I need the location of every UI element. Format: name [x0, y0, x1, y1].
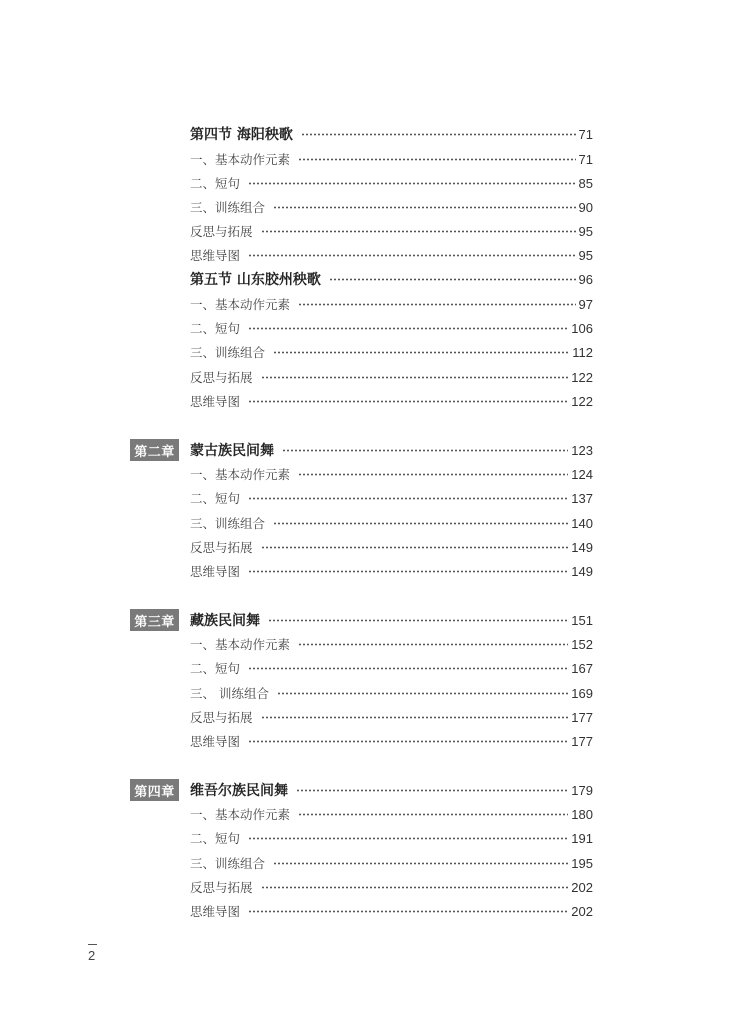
dot-leader: [277, 692, 568, 695]
toc-entry[interactable]: [190, 802, 593, 826]
dot-leader: [298, 473, 568, 476]
toc-entry[interactable]: [190, 705, 593, 729]
entry-label: 二、短句: [190, 491, 241, 506]
dot-leader: [301, 133, 576, 136]
page-number: 112: [572, 344, 593, 360]
entry-label: 三、训练组合: [190, 856, 266, 871]
dot-leader: [298, 643, 568, 646]
entry-label: 一、基本动作元素: [190, 467, 291, 482]
page-number: 195: [571, 855, 593, 871]
toc-chapter-heading[interactable]: [190, 438, 593, 462]
toc-entry[interactable]: [190, 511, 593, 535]
page-number: 106: [571, 320, 593, 336]
page-number: 169: [571, 685, 593, 701]
toc-entry[interactable]: [190, 729, 593, 753]
dot-leader: [298, 813, 568, 816]
toc-entry[interactable]: [190, 340, 593, 364]
chapter-badge: 第二章: [130, 439, 179, 461]
dot-leader: [248, 667, 568, 670]
dot-leader: [261, 716, 569, 719]
entry-label: 一、基本动作元素: [190, 637, 291, 652]
entry-label: 三、 训练组合: [190, 686, 269, 701]
dot-leader: [248, 740, 568, 743]
dot-leader: [261, 230, 576, 233]
page-number: 179: [571, 782, 593, 798]
chapter-title: 藏族民间舞: [190, 613, 260, 629]
page-number: 140: [571, 515, 593, 531]
toc-entry[interactable]: [190, 195, 593, 219]
page-number: 191: [571, 830, 593, 846]
chapter-title: 蒙古族民间舞: [190, 443, 274, 459]
entry-label: 思维导图: [190, 394, 241, 409]
section-title: 第五节 山东胶州秧歌: [190, 272, 321, 288]
dot-leader: [268, 619, 568, 622]
section-title: 第四节 海阳秧歌: [190, 127, 293, 143]
entry-label: 思维导图: [190, 248, 241, 263]
toc-chapter-heading[interactable]: [190, 778, 593, 802]
folio-rule: [88, 944, 97, 945]
dot-leader: [248, 837, 568, 840]
entry-label: 三、训练组合: [190, 345, 266, 360]
dot-leader: [248, 400, 568, 403]
toc-entry[interactable]: [190, 681, 593, 705]
dot-leader: [298, 158, 576, 161]
entry-label: 反思与拓展: [190, 880, 253, 895]
page-number: 151: [571, 612, 593, 628]
toc-entry[interactable]: [190, 632, 593, 656]
entry-label: 二、短句: [190, 661, 241, 676]
entry-label: 一、基本动作元素: [190, 807, 291, 822]
entry-label: 思维导图: [190, 904, 241, 919]
dot-leader: [261, 376, 569, 379]
entry-label: 三、训练组合: [190, 200, 266, 215]
toc-entry[interactable]: [190, 389, 593, 413]
toc-section-heading[interactable]: [190, 122, 593, 146]
dot-leader: [298, 303, 576, 306]
page-number: 202: [571, 879, 593, 895]
dot-leader: [296, 789, 568, 792]
entry-label: 二、短句: [190, 176, 241, 191]
dot-leader: [261, 546, 569, 549]
page-number: 177: [571, 709, 593, 725]
dot-leader: [282, 449, 568, 452]
page-number: 85: [578, 175, 593, 191]
dot-leader: [248, 910, 568, 913]
entry-label: 二、短句: [190, 831, 241, 846]
chapter-title: 维吾尔族民间舞: [190, 783, 288, 799]
entry-label: 反思与拓展: [190, 224, 253, 239]
page-number: 96: [578, 271, 593, 287]
dot-leader: [248, 254, 576, 257]
toc-entry[interactable]: [190, 316, 593, 340]
page-number: 122: [571, 369, 593, 385]
dot-leader: [261, 886, 569, 889]
toc-entry[interactable]: [190, 851, 593, 875]
page-number: 152: [571, 636, 593, 652]
toc-entry[interactable]: [190, 535, 593, 559]
toc-entry[interactable]: [190, 875, 593, 899]
toc-section-heading[interactable]: [190, 267, 593, 291]
dot-leader: [273, 351, 569, 354]
toc-entry[interactable]: [190, 559, 593, 583]
dot-leader: [273, 206, 576, 209]
toc-entry[interactable]: [190, 147, 593, 171]
page-number: 71: [578, 126, 593, 142]
toc-entry[interactable]: [190, 899, 593, 923]
entry-label: 反思与拓展: [190, 540, 253, 555]
entry-label: 反思与拓展: [190, 370, 253, 385]
page-number: 71: [578, 151, 593, 167]
page-number: 122: [571, 393, 593, 409]
page-number: 95: [578, 223, 593, 239]
chapter-badge: 第四章: [130, 779, 179, 801]
dot-leader: [248, 497, 568, 500]
dot-leader: [329, 278, 576, 281]
dot-leader: [273, 522, 568, 525]
toc-entry[interactable]: [190, 171, 593, 195]
entry-label: 二、短句: [190, 321, 241, 336]
toc-chapter-heading[interactable]: [190, 608, 593, 632]
dot-leader: [248, 182, 576, 185]
toc-entry[interactable]: [190, 826, 593, 850]
folio-page-number: 2: [88, 948, 96, 963]
dot-leader: [248, 327, 568, 330]
page-number: 177: [571, 733, 593, 749]
page-number: 124: [571, 466, 593, 482]
entry-label: 一、基本动作元素: [190, 152, 291, 167]
page-number: 97: [578, 296, 593, 312]
entry-label: 思维导图: [190, 564, 241, 579]
toc-entry[interactable]: [190, 219, 593, 243]
entry-label: 反思与拓展: [190, 710, 253, 725]
toc-entry[interactable]: [190, 462, 593, 486]
page-number: 123: [571, 442, 593, 458]
toc-entry[interactable]: [190, 656, 593, 680]
page-number: 149: [571, 563, 593, 579]
entry-label: 三、训练组合: [190, 516, 266, 531]
page-number: 137: [571, 490, 593, 506]
page-number: 90: [578, 199, 593, 215]
dot-leader: [248, 570, 568, 573]
page-number: 180: [571, 806, 593, 822]
page-number: 167: [571, 660, 593, 676]
page-number: 149: [571, 539, 593, 555]
dot-leader: [273, 862, 568, 865]
toc-entry[interactable]: [190, 365, 593, 389]
entry-label: 思维导图: [190, 734, 241, 749]
toc-entry[interactable]: [190, 486, 593, 510]
entry-label: 一、基本动作元素: [190, 297, 291, 312]
chapter-badge: 第三章: [130, 609, 179, 631]
page-number: 95: [578, 247, 593, 263]
page-number: 202: [571, 903, 593, 919]
toc-entry[interactable]: [190, 243, 593, 267]
toc-entry[interactable]: [190, 292, 593, 316]
